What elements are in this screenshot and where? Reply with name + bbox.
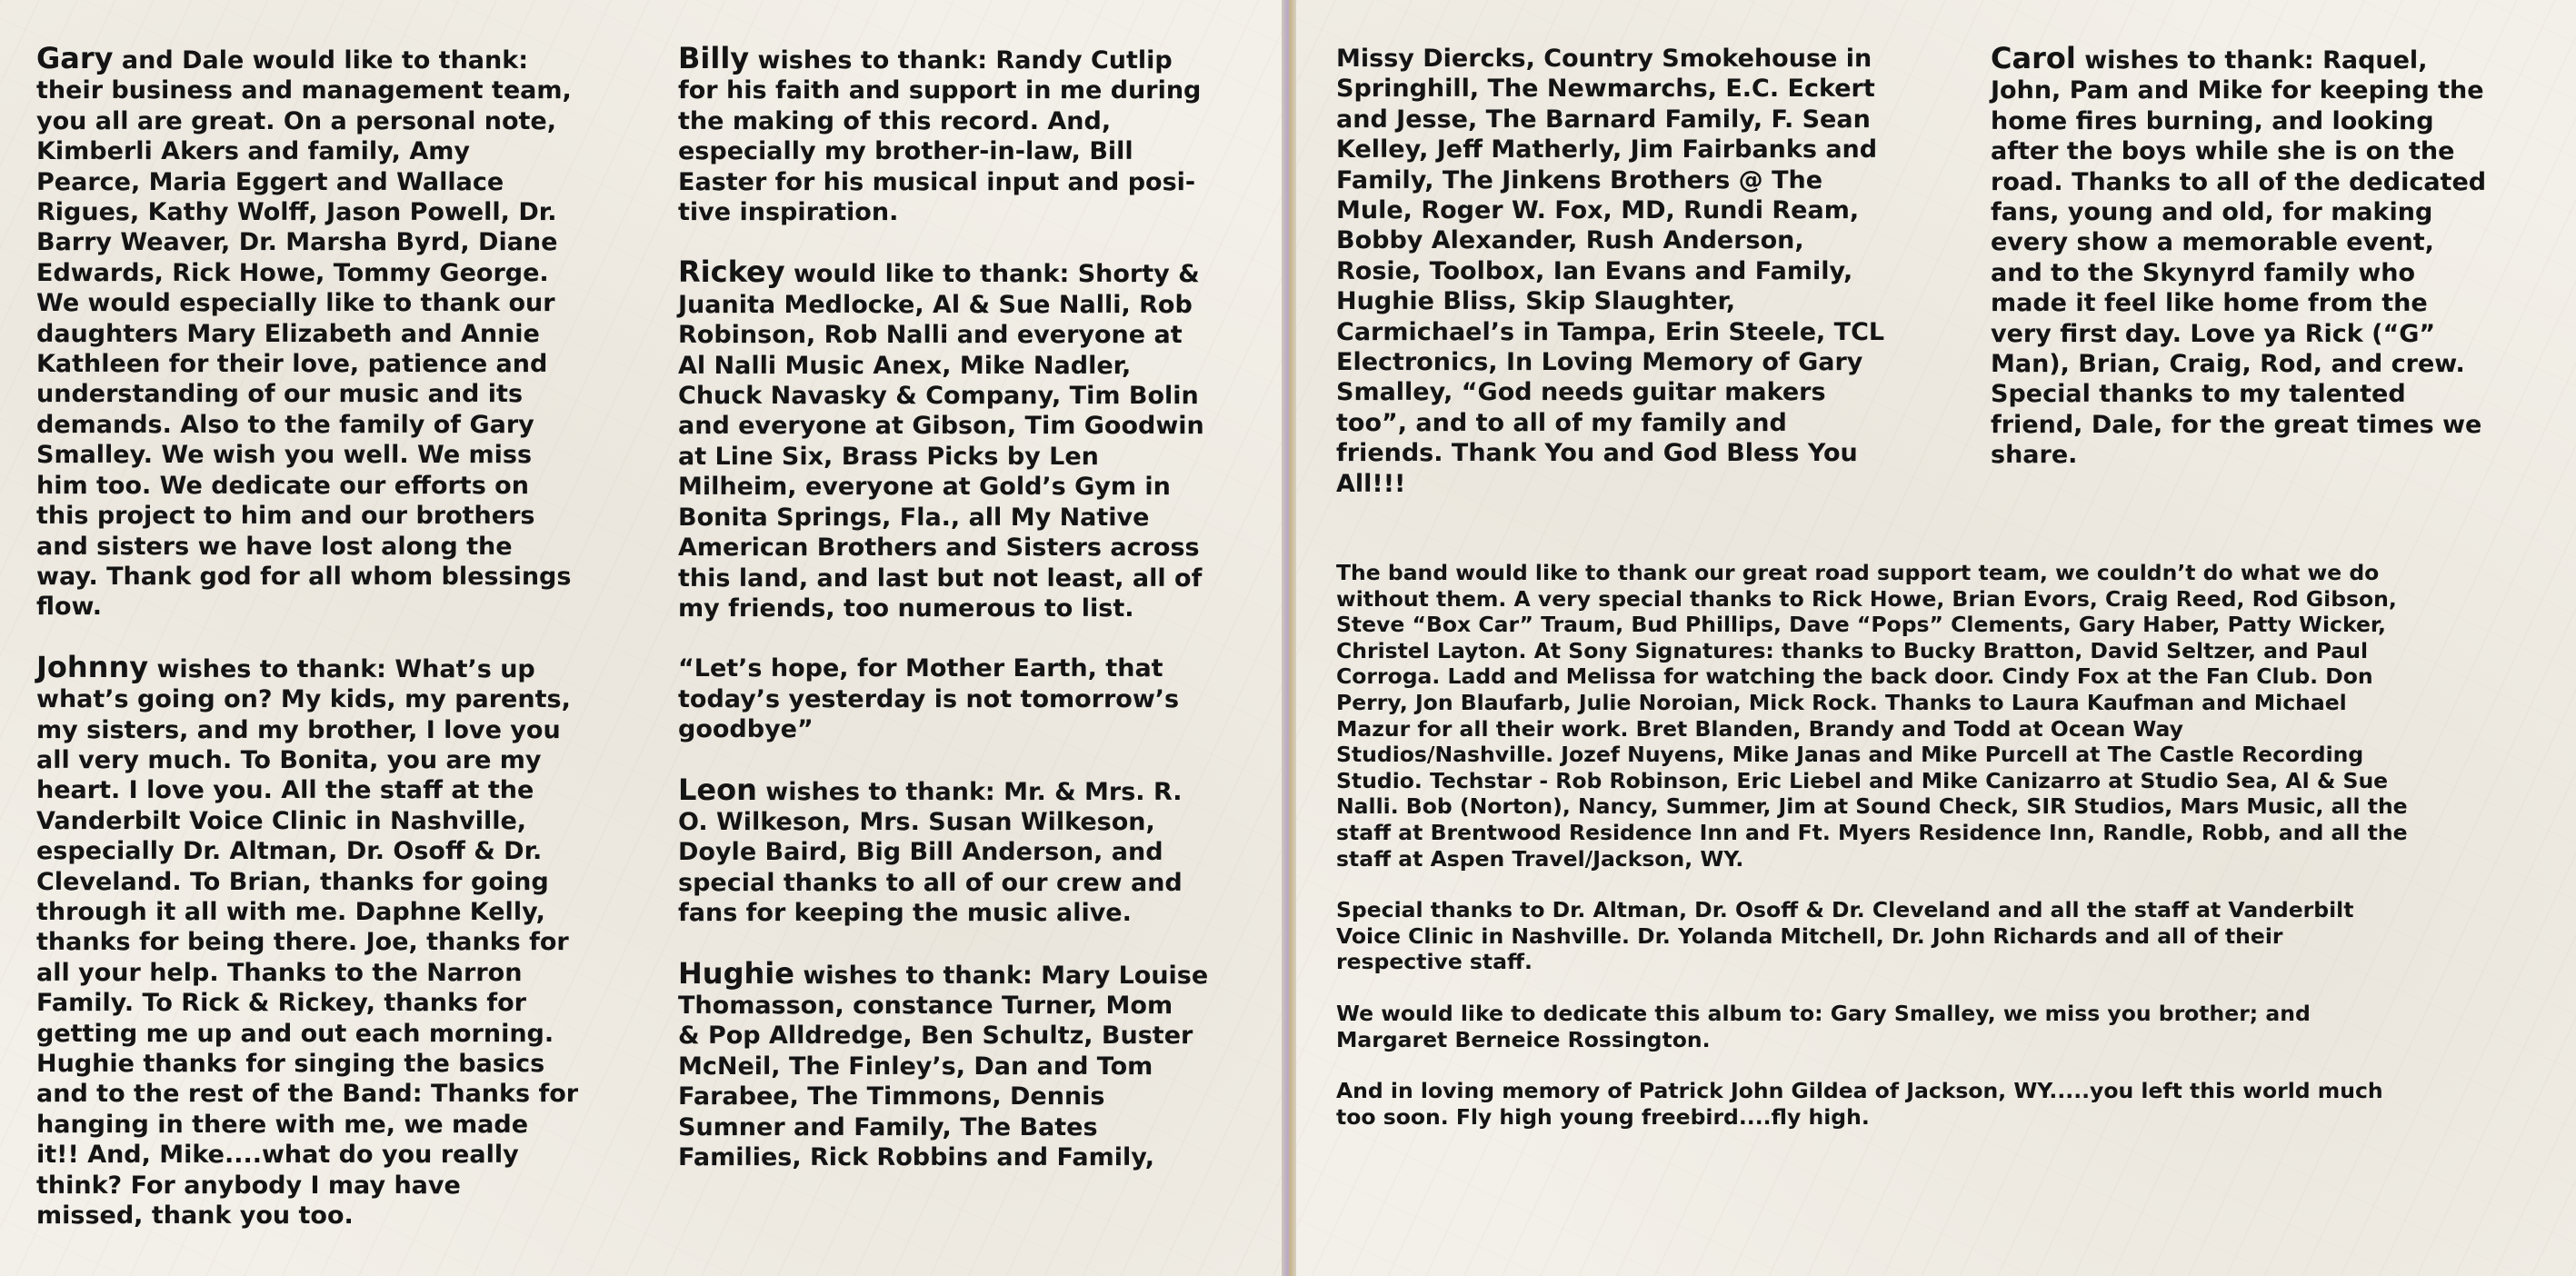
name-leon: Leon [678, 772, 757, 807]
band-thanks-clinic: Special thanks to Dr. Altman, Dr. Osoff & Dr. Cleveland and all the staff at Vanderbilt Voice Clinic in Nashville. Dr. Yolanda Mitchell, Dr. John Richards and all of their respective staff. [1336, 897, 2354, 975]
band-thanks-crew: The band would like to thank our great road support team, we couldn’t do what we do without them. A very special thanks to Rick Howe, Brian Evors, Craig Reed, Rod Gibson, Steve “Box Car” Traum, Bud Phillips, Dave “Pops” Clements, Gary Haber, Patty Wicker, Christel Layton. At Sony Signatures: thanks to Bucky Bratton, David Seltzer, and Paul Corroga. Ladd and Melissa for watching the back door. Cindy Fox at the Fan Club. Don Perry, Jon Blaufarb, Julie Noroian, Mick Rock. Thanks to Laura Kaufman and Michael Mazur for all their work. Bret Blanden, Brandy and Todd at Ocean Way Studios/Nashville. Jozef Nuyens, Mike Janas and Mike Purcell at The Castle Recording Studio. Techstar - Rob Robinson, Eric Liebel and Mike Canizarro at Studio Sea, Al & Sue Nalli. Bob (Norton), Nancy, Summer, Jim at Sound Check, SIR Studios, Mars Music, all the staff at Brentwood Residence Inn and Ft. Myers Residence Inn, Randle, Robb, and all the staff at Aspen Travel/Jackson, WY. [1336, 560, 2408, 872]
johnny-thanks: Johnny wishes to thank: What’s up what’s going on? My kids, my parents, my sisters, and my brother, I love you all very much. To Bonita, you are my heart. I love you. All the staff at the Vanderbilt Voice Clinic in Nashville, especially Dr. Altman, Dr. Osoff & Dr. Cleveland. To Brian, thanks for going through it all with me. Daphne Kelly, thanks for being there. Joe, thanks for all your help. Thanks to the Narron Family. To Rick & Rickey, thanks for getting me up and out each morning. Hughie thanks for singing the basics and to the rest of the Band: Thanks for hanging in there with me, we made it!! And, Mike....what do you really think? For anybody I may have missed, thank you too. [36, 649, 579, 1231]
column-4 [1991, 41, 2563, 471]
column-1 [36, 41, 636, 1231]
hughie-thanks: Hughie wishes to thank: Mary Louise Thomasson, constance Turner, Mom & Pop Alldredge, Ben Schultz, Buster McNeil, The Finley’s, Dan and Tom Farabee, The Timmons, Dennis Sumner and Family, The Bates Families, Rick Robbins and Family, [678, 955, 1209, 1171]
gary-dale-thanks: Gary and Dale would like to thank: their business and management team, you all are great. On a personal note, Kimberli Akers and family, Amy Pearce, Maria Eggert and Wallace Rigues, Kathy Wolff, Jason Powell, Dr. Barry Weaver, Dr. Marsha Byrd, Diane Edwards, Rick Howe, Tommy George. We would especially like to thank our daughters Mary Elizabeth and Annie Kathleen for their love, patience and understanding of our music and its demands. Also to the family of Gary Smalley. We wish you well. We miss him too. We dedicate our efforts on this project to him and our brothers and sisters we have lost along the way. Thank god for all whom blessings flow. [36, 41, 572, 622]
name-johnny: Johnny [36, 649, 149, 684]
album-dedication: We would like to dedicate this album to: Gary Smalley, we miss you brother; and Margaret Berneice Rossington. [1336, 1000, 2311, 1052]
band-thanks [1336, 560, 2545, 1155]
name-carol: Carol [1991, 41, 2076, 75]
billy-thanks: Billy wishes to thank: Randy Cutlip for his faith and support in me during the making of this record. And, especially my brother-in-law, Bill Easter for his musical input and posi- tive inspiration. [678, 41, 1202, 227]
memorial: And in loving memory of Patrick John Gildea of Jackson, WY.....you left this world much too soon. Fly high young freebird....fly high. [1336, 1078, 2383, 1130]
leon-thanks: Leon wishes to thank: Mr. & Mrs. R. O. Wilkeson, Mrs. Susan Wilkeson, Doyle Baird, Big Bill Anderson, and special thanks to all of our crew and fans for keeping the music alive. [678, 772, 1183, 928]
name-rickey: Rickey [678, 254, 785, 290]
carol-thanks: Carol wishes to thank: Raquel, John, Pam and Mike for keeping the home fires burning, and looking after the boys while she is on the road. Thanks to all of the dedicated fans, young and old, for making every show a memorable event, and to the Skynyrd family who made it feel like home from the very first day. Love ya Rick (“G” Man), Brian, Craig, Rod, and crew. Special thanks to my talented friend, Dale, for the great times we share. [1991, 41, 2487, 470]
name-gary: Gary [36, 41, 114, 75]
name-hughie: Hughie [678, 955, 794, 991]
quote: “Let’s hope, for Mother Earth, that today’s yesterday is not tomorrow’s goodbye” [678, 654, 1180, 744]
left-page [0, 0, 1282, 1276]
hughie-thanks-continued: Missy Diercks, Country Smokehouse in Springhill, The Newmarchs, E.C. Eckert and Jesse, The Barnard Family, F. Sean Kelley, Jeff Matherly, Jim Fairbanks and Family, The Jinkens Brothers @ The Mule, Roger W. Fox, MD, Rundi Ream, Bobby Alexander, Rush Anderson, Rosie, Toolbox, Ian Evans and Family, Hughie Bliss, Skip Slaughter, Carmichael’s in Tampa, Erin Steele, TCL Electronics, In Loving Memory of Gary Smalley, “God needs guitar makers too”, and to all of my family and friends. Thank You and God Bless You All!!! [1336, 45, 1885, 498]
column-2 [678, 41, 1260, 1172]
rickey-thanks: Rickey would like to thank: Shorty & Juanita Medlocke, Al & Sue Nalli, Rob Robinson, Rob Nalli and everyone at Al Nalli Music Anex, Mike Nadler, Chuck Navasky & Company, Tim Bolin and everyone at Gibson, Tim Goodwin at Line Six, Brass Picks by Len Milheim, everyone at Gold’s Gym in Bonita Springs, Fla., all My Native American Brothers and Sisters across this land, and last but not least, all of my friends, too numerous to list. [678, 254, 1204, 623]
name-billy: Billy [678, 41, 750, 75]
column-3 [1336, 44, 1963, 499]
spine [1282, 0, 1296, 1276]
